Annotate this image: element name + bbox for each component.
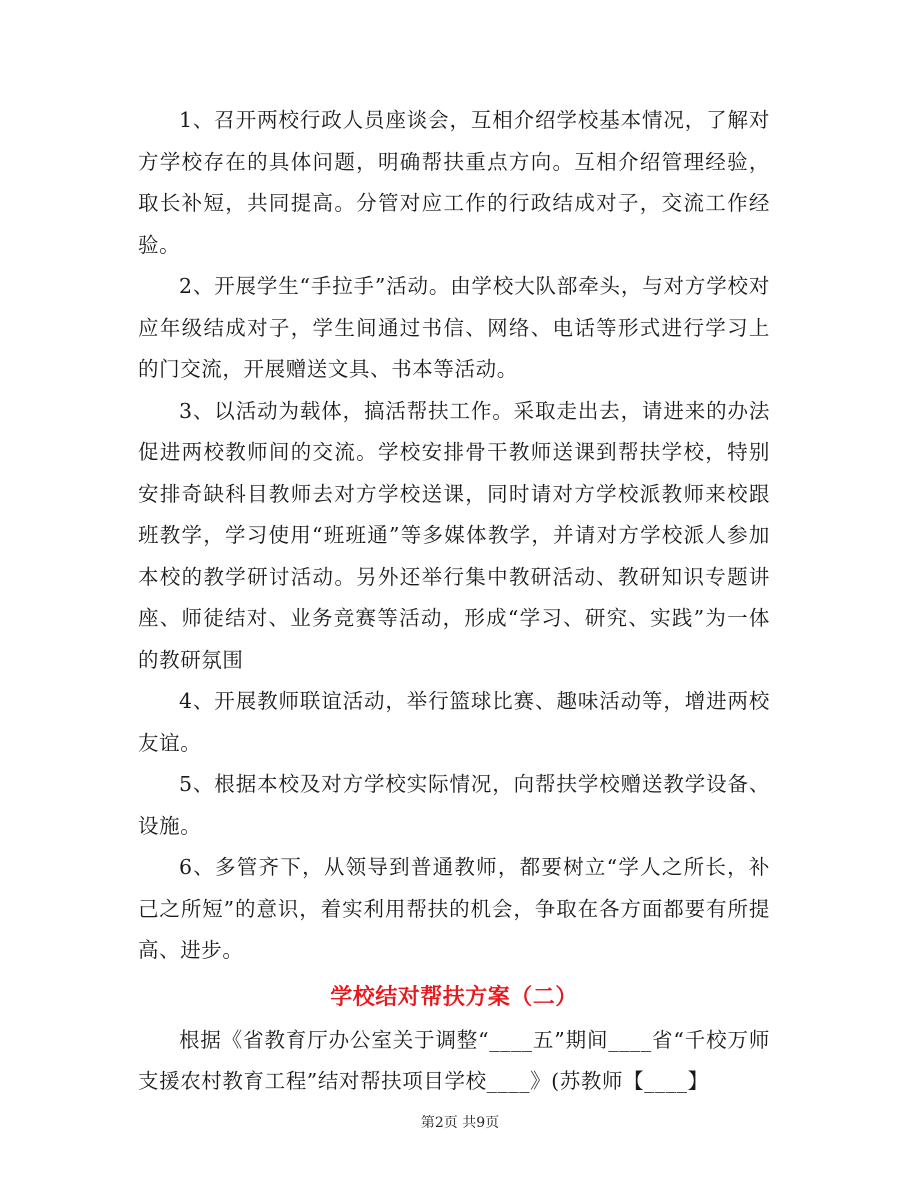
paragraph-1: 1、召开两校行政人员座谈会，互相介绍学校基本情况，了解对方学校存在的具体问题，明确帮扶重点方向。互相介绍管理经验，取长补短，共同提高。分管对应工作的行政结成对子，交流工作经验。: [138, 108, 770, 257]
section-title: 学校结对帮扶方案（二）: [330, 984, 578, 1010]
section-paragraph: 根据《省教育厅办公室关于调整“____五”期间____省“千校万师支援农村教育工程”结对帮扶项目学校____》(苏教师【____】: [138, 1027, 770, 1093]
paragraph-4: 4、开展教师联谊活动，举行篮球比赛、趣味活动等，增进两校友谊。: [138, 689, 770, 755]
paragraph-3: 3、以活动为载体，搞活帮扶工作。采取走出去，请进来的办法促进两校教师间的交流。学校安排骨干教师送课到帮扶学校，特别安排奇缺科目教师去对方学校送课，同时请对方学校派教师来校跟班教学，学习使用“班班通”等多媒体教学，并请对方学校派人参加本校的教学研讨活动。另外还举行集中教研活动、教研知识专题讲座、师徒结对、业务竞赛等活动，形成“学习、研究、实践”为一体的教研氛围: [138, 398, 770, 672]
paragraph-5: 5、根据本校及对方学校实际情况，向帮扶学校赠送教学设备、设施。: [138, 772, 770, 838]
paragraph-2: 2、开展学生“手拉手”活动。由学校大队部牵头，与对方学校对应年级结成对子，学生间通过书信、网络、电话等形式进行学习上的门交流，开展赠送文具、书本等活动。: [138, 274, 770, 381]
paragraph-6: 6、多管齐下，从领导到普通教师，都要树立“学人之所长，补己之所短”的意识，着实利用帮扶的机会，争取在各方面都要有所提高、进步。: [138, 855, 770, 962]
document-body: [138, 100, 770, 1103]
page-number-footer: 第2页 共9页: [420, 1115, 500, 1131]
